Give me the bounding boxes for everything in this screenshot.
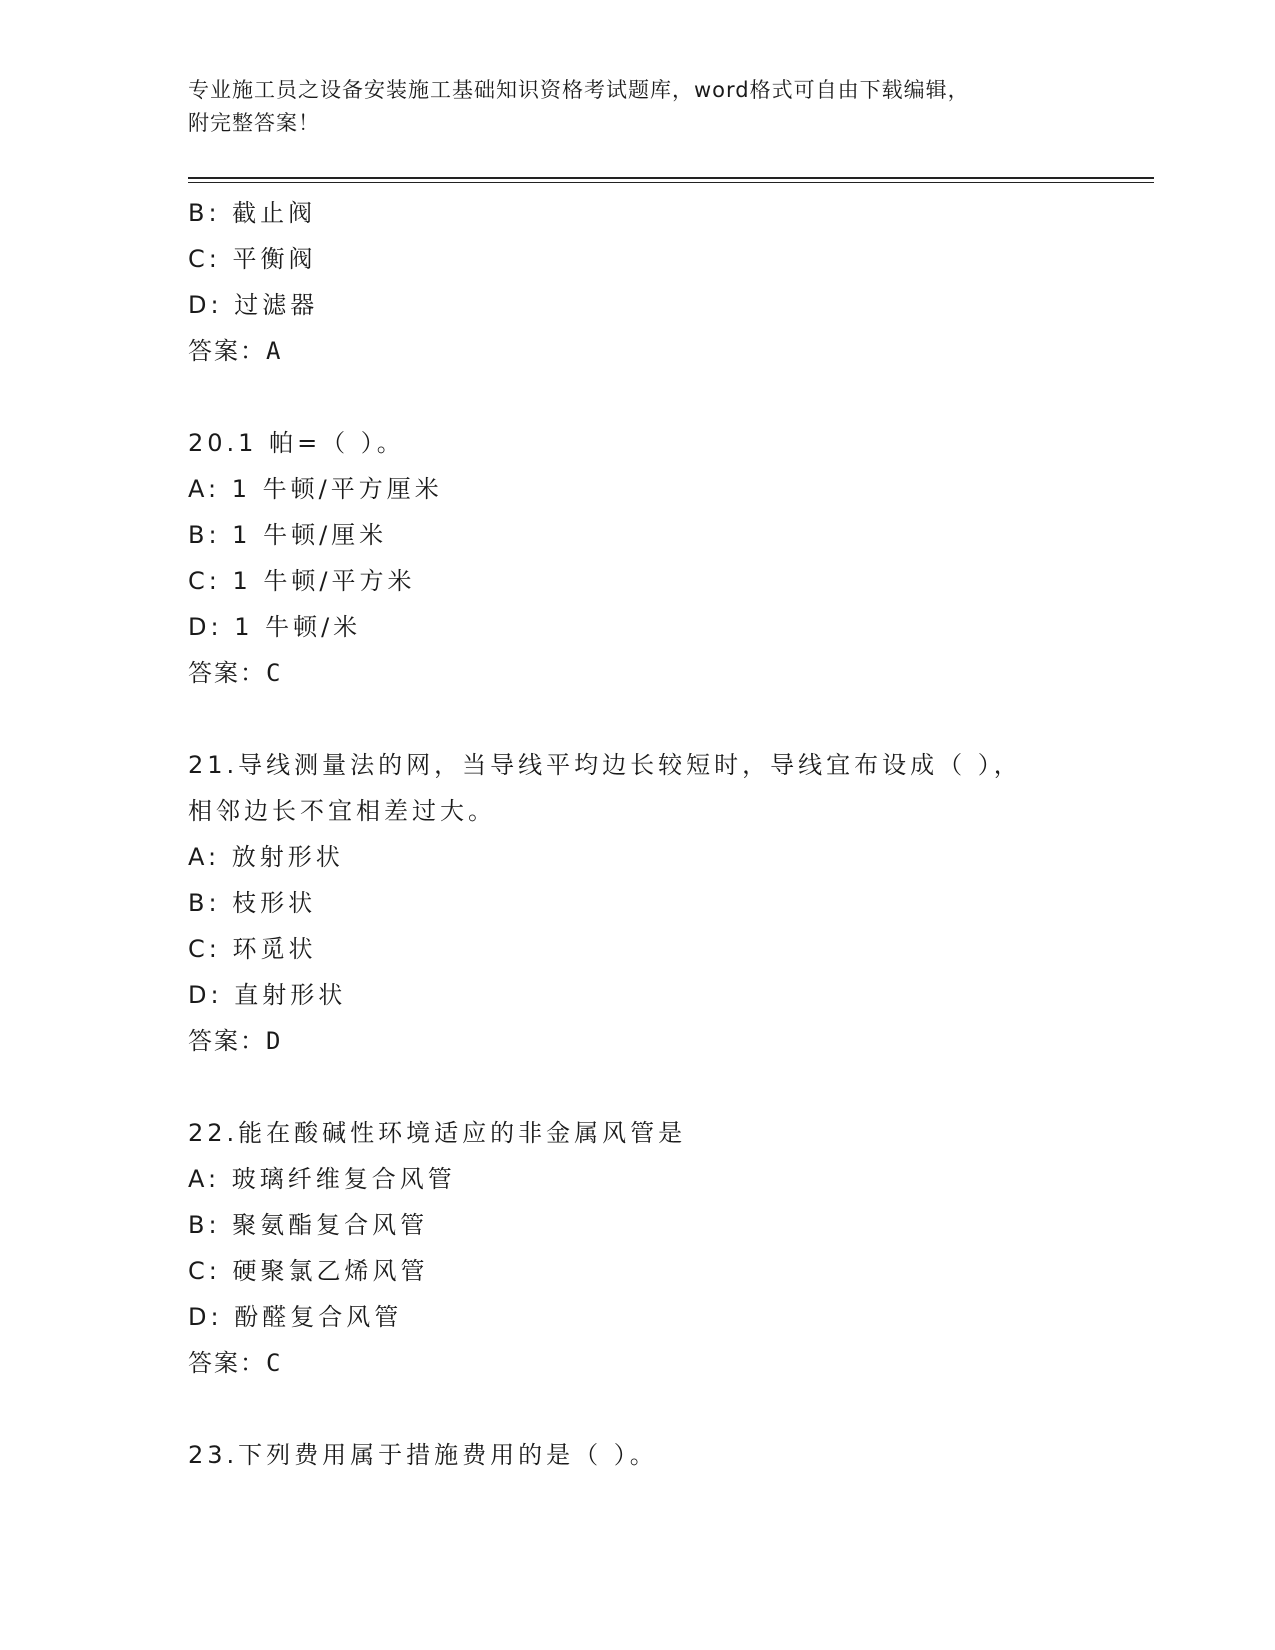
spacer xyxy=(188,1064,1148,1110)
option-d: D: 过滤器 xyxy=(188,291,319,319)
option-c: C: 1 牛顿/平方米 xyxy=(188,567,416,595)
spacer xyxy=(188,374,1148,420)
option-a: A: 1 牛顿/平方厘米 xyxy=(188,475,443,503)
question-block-19 xyxy=(188,190,1148,374)
option-b: B: 1 牛顿/厘米 xyxy=(188,521,388,549)
question-block-20 xyxy=(188,420,1148,696)
answer-label: 答案： xyxy=(188,1349,266,1377)
question-stem: 23.下列费用属于措施费用的是（ ）。 xyxy=(188,1441,658,1469)
spacer xyxy=(188,696,1148,742)
question-list xyxy=(188,190,1148,1478)
question-block-21 xyxy=(188,742,1148,1064)
option-c: C: 硬聚氯乙烯风管 xyxy=(188,1257,429,1285)
option-b: B: 聚氨酯复合风管 xyxy=(188,1211,429,1239)
option-c: C: 环觅状 xyxy=(188,935,317,963)
question-stem: 22.能在酸碱性环境适应的非金属风管是 xyxy=(188,1119,687,1147)
question-stem-line-2: 相邻边长不宜相差过大。 xyxy=(188,797,496,825)
answer-line xyxy=(188,1340,1148,1386)
answer-label: 答案： xyxy=(188,337,266,365)
option-d: D: 酚醛复合风管 xyxy=(188,1303,403,1331)
question-block-22 xyxy=(188,1110,1148,1386)
header-line-1: 专业施工员之设备安装施工基础知识资格考试题库，word格式可自由下载编辑， xyxy=(188,78,970,102)
option-d: D: 1 牛顿/米 xyxy=(188,613,362,641)
answer-value: C xyxy=(266,1349,281,1377)
answer-line xyxy=(188,650,1148,696)
answer-value: D xyxy=(266,1027,281,1055)
option-c: C: 平衡阀 xyxy=(188,245,317,273)
document-header xyxy=(188,74,1088,140)
answer-line xyxy=(188,328,1148,374)
option-d: D: 直射形状 xyxy=(188,981,347,1009)
option-b: B: 截止阀 xyxy=(188,199,317,227)
answer-value: C xyxy=(266,659,281,687)
answer-label: 答案： xyxy=(188,659,266,687)
question-block-23 xyxy=(188,1432,1148,1478)
option-a: A: 玻璃纤维复合风管 xyxy=(188,1165,456,1193)
answer-value: A xyxy=(266,337,281,365)
answer-line xyxy=(188,1018,1148,1064)
header-divider-thick xyxy=(188,177,1154,179)
header-line-2: 附完整答案！ xyxy=(188,111,320,135)
question-stem-line-1: 21.导线测量法的网，当导线平均边长较短时，导线宜布设成（ ）， xyxy=(188,751,1022,779)
option-b: B: 枝形状 xyxy=(188,889,317,917)
answer-label: 答案： xyxy=(188,1027,266,1055)
header-divider-thin xyxy=(188,182,1154,183)
question-stem: 20.1 帕=（ ）。 xyxy=(188,429,405,457)
option-a: A: 放射形状 xyxy=(188,843,344,871)
spacer xyxy=(188,1386,1148,1432)
